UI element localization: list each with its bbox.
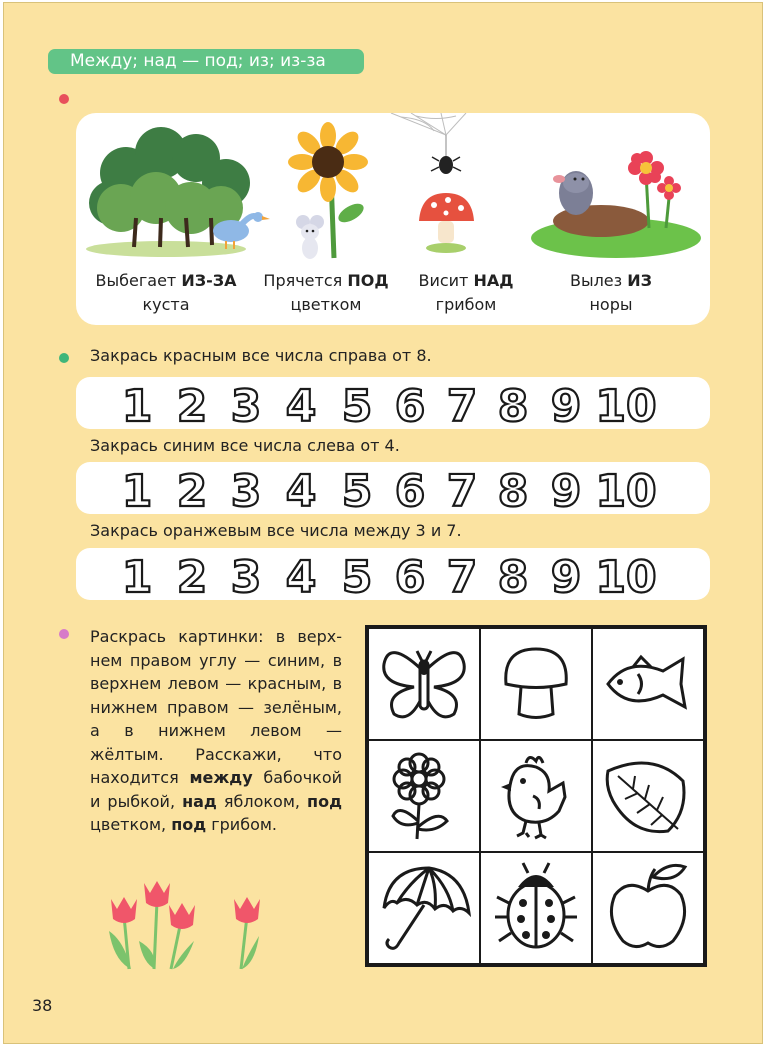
fish-icon <box>593 629 703 739</box>
cell-butterfly[interactable] <box>368 628 480 740</box>
instr-bold: под <box>307 791 342 811</box>
outline-number-3[interactable]: 3 <box>230 552 262 600</box>
caption-text: Висит <box>418 271 474 290</box>
caption-text: Вылез <box>569 271 628 290</box>
cell-mushroom[interactable] <box>480 628 592 740</box>
spider-mushroom-picture <box>386 113 496 263</box>
outline-number-1[interactable]: 1 <box>121 466 153 514</box>
caption-text: норы <box>589 295 633 314</box>
coloring-grid <box>365 625 707 967</box>
outline-number-8[interactable]: 8 <box>497 552 529 600</box>
outline-number-5[interactable]: 5 <box>341 466 373 514</box>
caption-bold: НАД <box>473 271 514 290</box>
instr-bold: под <box>171 815 207 834</box>
flower-icon <box>369 741 479 851</box>
task-2-text: Закрась синим все числа слева от 4. <box>90 436 400 455</box>
cell-apple[interactable] <box>592 852 704 964</box>
page-number: 38 <box>32 996 53 1015</box>
instr-text: яблоком, <box>216 791 308 811</box>
outline-number-7[interactable]: 7 <box>446 552 478 600</box>
sunflower-picture <box>276 118 396 268</box>
instr-text: грибом. <box>206 815 278 834</box>
number-row-3 <box>76 548 710 600</box>
caption-text: куста <box>142 295 190 314</box>
caption-bush <box>91 269 241 317</box>
outline-number-9[interactable]: 9 <box>550 552 582 600</box>
outline-number-8[interactable]: 8 <box>497 381 529 429</box>
caption-text: грибом <box>435 295 497 314</box>
outline-number-7[interactable]: 7 <box>446 381 478 429</box>
leaf-icon <box>593 741 703 851</box>
cell-fish[interactable] <box>592 628 704 740</box>
mole-picture <box>531 113 711 263</box>
caption-burrow <box>536 269 686 317</box>
outline-number-5[interactable]: 5 <box>341 552 373 600</box>
outline-number-4[interactable]: 4 <box>285 466 317 514</box>
cell-flower[interactable] <box>368 740 480 852</box>
outline-number-1[interactable]: 1 <box>121 552 153 600</box>
outline-number-7[interactable]: 7 <box>446 466 478 514</box>
outline-number-1[interactable]: 1 <box>121 381 153 429</box>
outline-number-3[interactable]: 3 <box>230 466 262 514</box>
number-row-2 <box>76 462 710 514</box>
outline-number-3[interactable]: 3 <box>230 381 262 429</box>
outline-number-6[interactable]: 6 <box>394 381 426 429</box>
outline-number-6[interactable]: 6 <box>394 466 426 514</box>
apple-icon <box>593 853 703 963</box>
caption-mushroom <box>396 269 536 317</box>
bullet-green <box>59 353 69 363</box>
bullet-pink <box>59 629 69 639</box>
instr-bold: между <box>189 768 253 787</box>
outline-number-2[interactable]: 2 <box>176 466 208 514</box>
cell-ladybug[interactable] <box>480 852 592 964</box>
instr-text: бабочкой и рыбкой, <box>90 768 343 811</box>
umbrella-icon <box>369 853 479 963</box>
outline-number-5[interactable]: 5 <box>341 381 373 429</box>
outline-number-2[interactable]: 2 <box>176 552 208 600</box>
caption-text: Выбегает <box>95 271 182 290</box>
coloring-instructions <box>90 625 342 837</box>
instr-text: Раскрась картинки: в верхнем правом углу — синим, в верхнем левом — красным, в нижнем правом — зелёным, а в нижнем левом — жёлтым. Расскажи, что находится <box>90 627 342 787</box>
mushroom-icon <box>481 629 591 739</box>
bullet-red <box>59 94 69 104</box>
caption-bold: ПОД <box>347 271 389 290</box>
caption-flower <box>251 269 401 317</box>
outline-number-9[interactable]: 9 <box>550 381 582 429</box>
instr-bold: над <box>182 791 217 811</box>
examples-card <box>76 113 710 325</box>
number-row-1 <box>76 377 710 429</box>
instr-text: цветком, <box>90 815 172 834</box>
workbook-page <box>3 2 763 1044</box>
caption-bold: ИЗ-ЗА <box>181 271 237 290</box>
caption-bold: ИЗ <box>627 271 653 290</box>
cell-leaf[interactable] <box>592 740 704 852</box>
cell-chick[interactable] <box>480 740 592 852</box>
cell-umbrella[interactable] <box>368 852 480 964</box>
chick-icon <box>481 741 591 851</box>
outline-number-10[interactable]: 10 <box>595 381 657 429</box>
outline-number-6[interactable]: 6 <box>394 552 426 600</box>
outline-number-8[interactable]: 8 <box>497 466 529 514</box>
caption-text: цветком <box>290 295 362 314</box>
task-3-text: Закрась оранжевым все числа между 3 и 7. <box>90 521 462 540</box>
butterfly-icon <box>369 629 479 739</box>
tulips-picture <box>99 871 269 971</box>
ladybug-icon <box>481 853 591 963</box>
outline-number-2[interactable]: 2 <box>176 381 208 429</box>
topic-tag: Между; над — под; из; из-за <box>48 49 364 74</box>
outline-number-4[interactable]: 4 <box>285 381 317 429</box>
outline-number-10[interactable]: 10 <box>595 466 657 514</box>
outline-number-9[interactable]: 9 <box>550 466 582 514</box>
caption-text: Прячется <box>263 271 348 290</box>
outline-number-4[interactable]: 4 <box>285 552 317 600</box>
outline-number-10[interactable]: 10 <box>595 552 657 600</box>
task-1-text: Закрась красным все числа справа от 8. <box>90 346 432 365</box>
